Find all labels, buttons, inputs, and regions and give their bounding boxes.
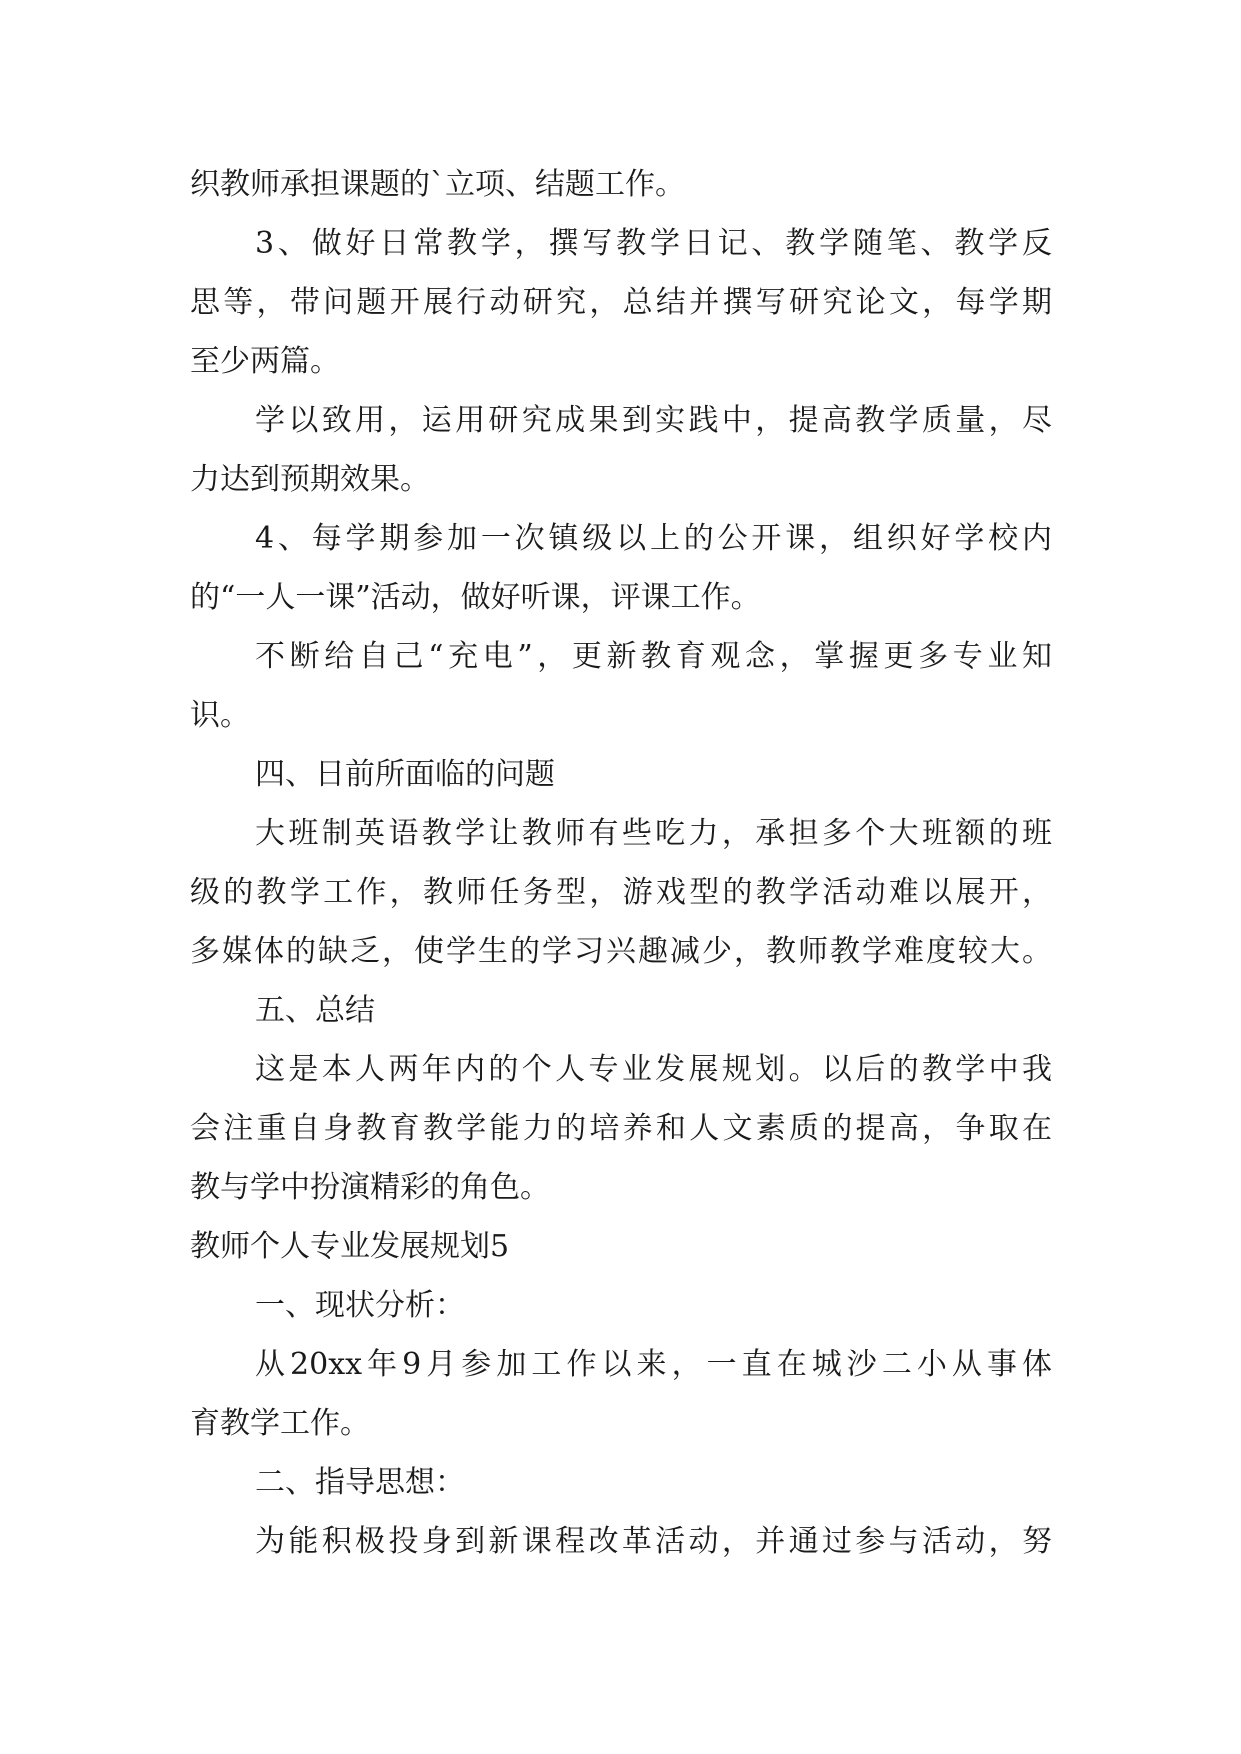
text-line: 从20xx年9月参加工作以来，一直在城沙二小从事体	[255, 1347, 1052, 1382]
section-heading: 二、指导思想：	[255, 1465, 465, 1500]
text-line: 为能积极投身到新课程改革活动，并通过参与活动，努	[255, 1524, 1052, 1559]
text-line: 识。	[190, 698, 250, 733]
text-line: 不断给自己“充电”，更新教育观念，掌握更多专业知	[255, 639, 1052, 674]
document-body	[190, 155, 1052, 1571]
text-line: 至少两篇。	[190, 344, 340, 379]
text-line: 这是本人两年内的个人专业发展规划。以后的教学中我	[255, 1052, 1052, 1087]
text-line: 织教师承担课题的`立项、结题工作。	[190, 167, 685, 202]
section-heading: 一、现状分析：	[255, 1288, 465, 1323]
text-line: 力达到预期效果。	[190, 462, 430, 497]
text-line: 级的教学工作，教师任务型，游戏型的教学活动难以展开，	[190, 875, 1052, 910]
text-line: 学以致用，运用研究成果到实践中，提高教学质量，尽	[255, 403, 1052, 438]
text-line: 多媒体的缺乏，使学生的学习兴趣减少，教师教学难度较大。	[190, 934, 1052, 969]
section-heading: 四、日前所面临的问题	[255, 757, 555, 792]
text-line: 的“一人一课”活动，做好听课，评课工作。	[190, 580, 761, 615]
document-title: 教师个人专业发展规划5	[190, 1229, 510, 1264]
text-line: 3、做好日常教学，撰写教学日记、教学随笔、教学反	[255, 226, 1052, 261]
text-line: 育教学工作。	[190, 1406, 370, 1441]
text-line: 会注重自身教育教学能力的培养和人文素质的提高，争取在	[190, 1111, 1052, 1146]
text-line: 4、每学期参加一次镇级以上的公开课，组织好学校内	[255, 521, 1052, 556]
text-line: 教与学中扮演精彩的角色。	[190, 1170, 550, 1205]
text-line: 大班制英语教学让教师有些吃力，承担多个大班额的班	[255, 816, 1052, 851]
text-line: 思等，带问题开展行动研究，总结并撰写研究论文，每学期	[190, 285, 1052, 320]
section-heading: 五、总结	[255, 993, 375, 1028]
